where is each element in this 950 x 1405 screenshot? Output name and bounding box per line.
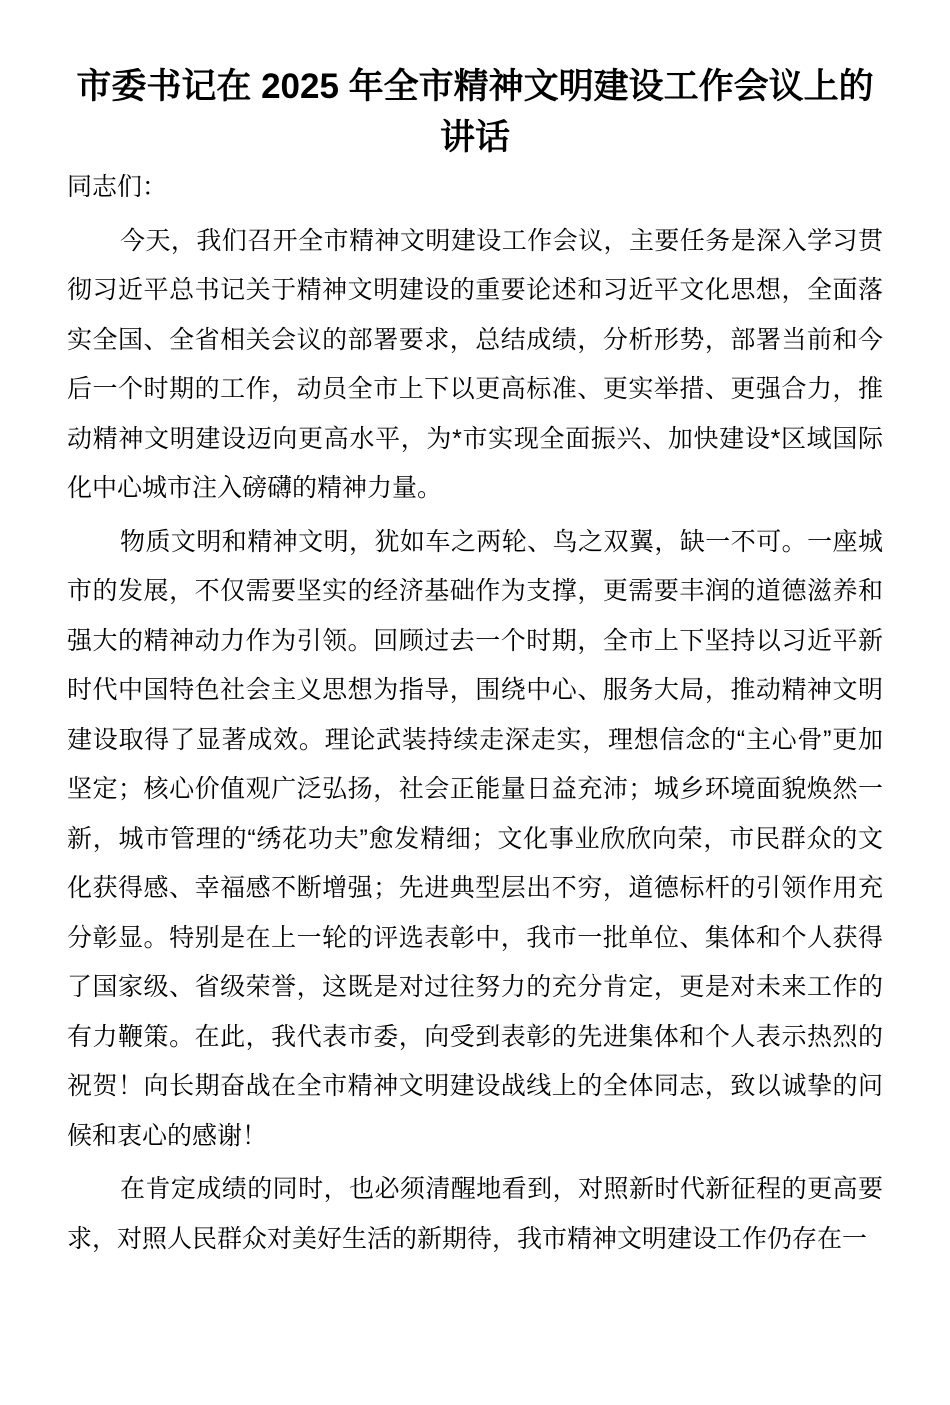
salutation: 同志们：	[67, 173, 168, 201]
paragraph-problems-truncated: 在肯定成绩的同时，也必须清醒地看到，对照新时代新征程的更高要求，对照人民群众对美好生活的新期待，我市精神文明建设工作仍存在一	[67, 1175, 883, 1253]
document-title: 市委书记在 2025 年全市精神文明建设工作会议上的讲话	[76, 67, 874, 157]
paragraph-achievements: 物质文明和精神文明，犹如车之两轮、鸟之双翼，缺一不可。一座城市的发展，不仅需要坚实的经济基础作为支撑，更需要丰润的道德滋养和强大的精神动力作为引领。回顾过去一个时期，全市上下坚持以习近平新时代中国特色社会主义思想为指导，围绕中心、服务大局，推动精神文明建设取得了显著成效。理论武装持续走深走实，理想信念的“主心骨”更加坚定；核心价值观广泛弘扬，社会正能量日益充沛；城乡环境面貌焕然一新，城市管理的“绣花功夫”愈发精细；文化事业欣欣向荣，市民群众的文化获得感、幸福感不断增强；先进典型层出不穷，道德标杆的引领作用充分彰显。特别是在上一轮的评选表彰中，我市一批单位、集体和个人获得了国家级、省级荣誉，这既是对过往努力的充分肯定，更是对未来工作的有力鞭策。在此，我代表市委，向受到表彰的先进集体和个人表示热烈的祝贺！向长期奋战在全市精神文明建设战线上的全体同志，致以诚挚的问候和衷心的感谢！	[67, 527, 883, 1150]
paragraph-opening: 今天，我们召开全市精神文明建设工作会议，主要任务是深入学习贯彻习近平总书记关于精神文明建设的重要论述和习近平文化思想，全面落实全国、全省相关会议的部署要求，总结成绩，分析形势，部署当前和今后一个时期的工作，动员全市上下以更高标准、更实举措、更强合力，推动精神文明建设迈向更高水平，为*市实现全面振兴、加快建设*区域国际化中心城市注入磅礴的精神力量。	[67, 226, 883, 502]
document-page	[0, 61, 950, 1405]
